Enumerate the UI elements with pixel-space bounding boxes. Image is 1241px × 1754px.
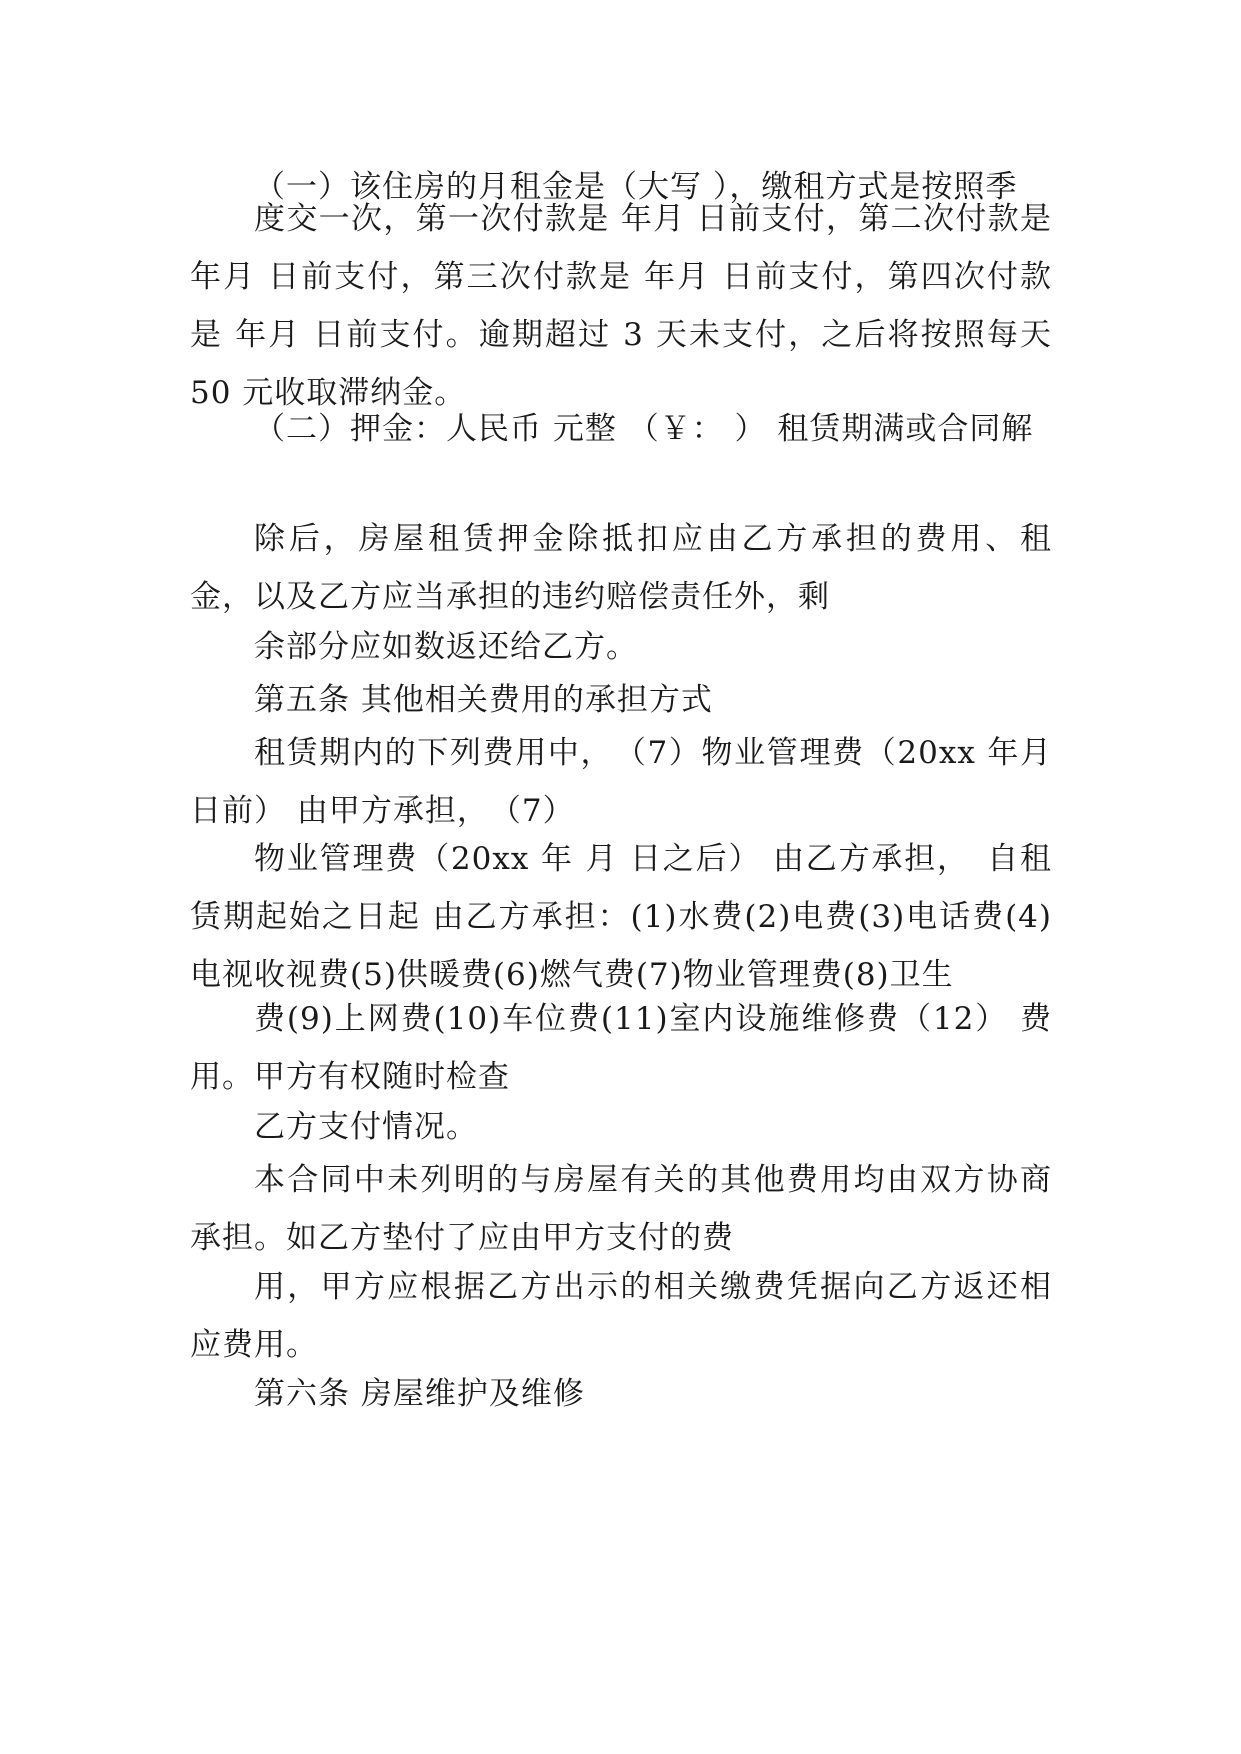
paragraph-payment-schedule: 度交一次，第一次付款是 年月 日前支付，第二次付款是 年月 日前支付，第三次付款是 年月 日前支付，第四次付款是 年月 日前支付。逾期超过 3 天未支付，之后将按照每天 50 元收取滞纳金。 bbox=[190, 201, 1052, 411]
paragraph-other-fees: 本合同中未列明的与房屋有关的其他费用均由双方协商承担。如乙方垫付了应由甲方支付的费 bbox=[190, 1162, 1052, 1256]
article-six-heading: 第六条 房屋维护及维修 bbox=[254, 1376, 585, 1412]
paragraph-deposit-deduction: 除后，房屋租赁押金除抵扣应由乙方承担的费用、租金，以及乙方应当承担的违约赔偿责任外，剩 bbox=[190, 521, 1052, 615]
paragraph-fees-list-end: 费(9)上网费(10)车位费(11)室内设施维修费（12） 费用。甲方有权随时检查 bbox=[190, 1001, 1052, 1095]
article-five-heading: 第五条 其他相关费用的承担方式 bbox=[254, 682, 713, 718]
paragraph-rent-amount: （一）该住房的月租金是（大写 ），缴租方式是按照季 bbox=[254, 169, 1018, 205]
paragraph-fees-party-b: 物业管理费（20xx 年 月 日之后） 由乙方承担， 自租赁期起始之日起 由乙方承担：(1)水费(2)电费(3)电话费(4)电视收视费(5)供暖费(6)燃气费(7)物业管理费(8)卫生 bbox=[190, 841, 1052, 993]
paragraph-deposit-return: 余部分应如数返还给乙方。 bbox=[254, 629, 638, 665]
paragraph-fees-party-a: 租赁期内的下列费用中， （7）物业管理费（20xx 年月日前） 由甲方承担， （7） bbox=[190, 735, 1052, 829]
paragraph-payment-status: 乙方支付情况。 bbox=[254, 1109, 478, 1145]
paragraph-deposit: （二）押金：人民币 元整 （￥： ） 租赁期满或合同解 bbox=[254, 411, 1034, 447]
paragraph-fee-refund: 用，甲方应根据乙方出示的相关缴费凭据向乙方返还相应费用。 bbox=[190, 1269, 1052, 1363]
